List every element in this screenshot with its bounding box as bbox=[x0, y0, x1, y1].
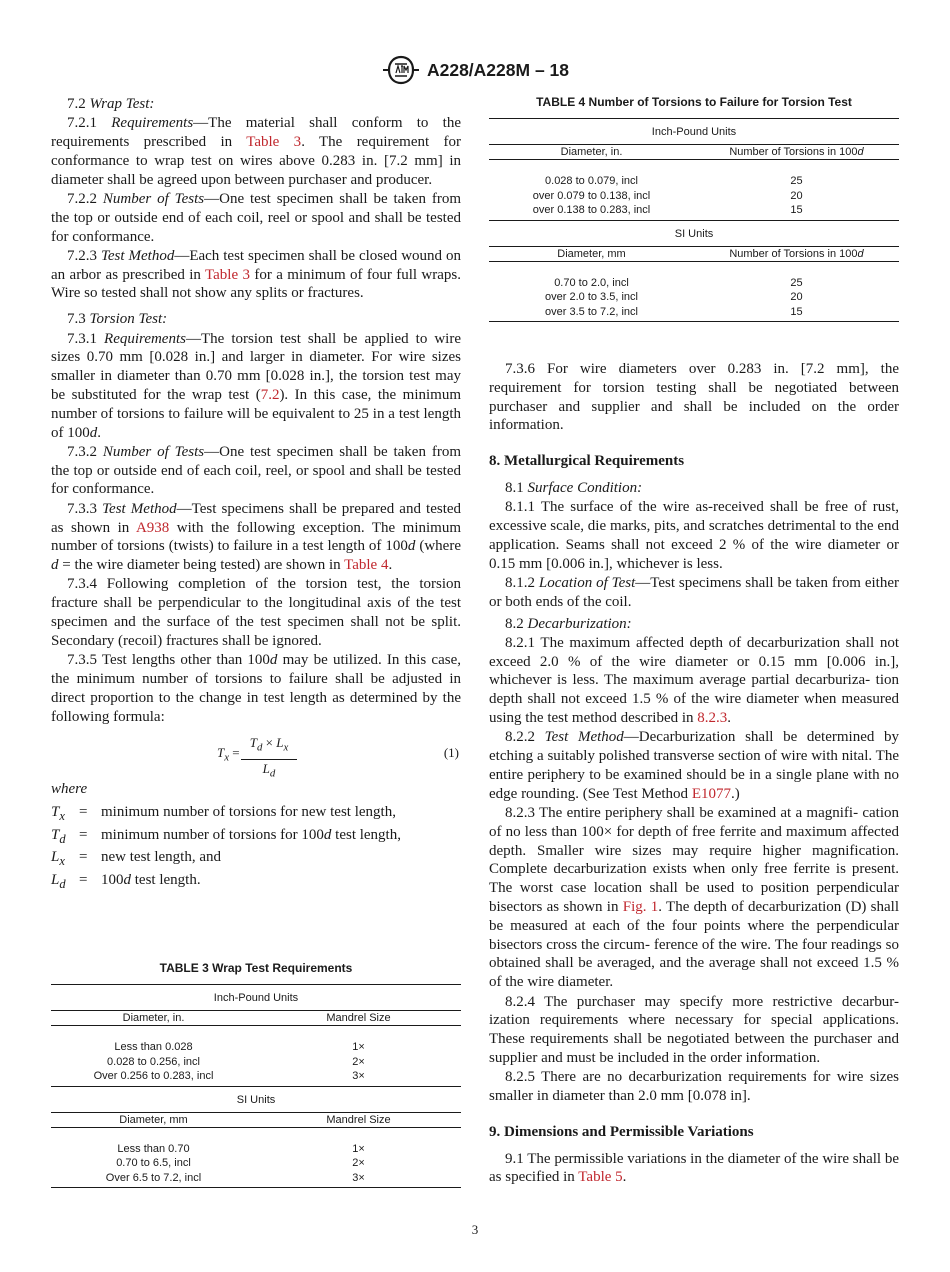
section-8-heading: 8. Metallurgical Requirements bbox=[489, 453, 685, 470]
table-3-inch-header: Diameter, in. Mandrel Size bbox=[51, 1010, 461, 1026]
section-8-2-1: 8.2.1 The maximum affected depth of decarburization shall not exceed 2.0 % of the wire diameter or 0.15 mm [0.006 in.], whichever is less. The maximum average partial decarburiza- tion depth shall not exceed 1.5 % of the wire diameter when measured using the test method described in 8.2.3. bbox=[489, 634, 899, 727]
section-8-2-heading: 8.2 Decarburization: bbox=[505, 615, 632, 632]
section-8-2-5: 8.2.5 There are no decarburization requirements for wire sizes smaller in diameter than 2.0 mm [0.078 in]. bbox=[489, 1069, 899, 1104]
section-8-1-1: 8.1.1 The surface of the wire as-received shall be free of rust, excessive scale, die marks, pits, and scratches detrimental to the end application. Seams shall not exceed 2 % of the wire diameter or 0.15 mm [0.006 in.], whichever is less. bbox=[489, 499, 899, 572]
fig-1-link[interactable]: Fig. 1 bbox=[622, 899, 659, 916]
astm-logo-icon bbox=[381, 55, 421, 85]
section-7-3-heading: 7.3 Torsion Test: bbox=[67, 311, 168, 328]
section-7-2-link[interactable]: 7.2 bbox=[260, 386, 280, 403]
table-3-si-label: SI Units bbox=[236, 1093, 276, 1106]
formula-definitions bbox=[51, 803, 461, 893]
table-3-inch-body bbox=[51, 1026, 461, 1086]
a938-link[interactable]: A938 bbox=[135, 519, 170, 536]
section-8-1-2: 8.1.2 Location of Test—Test specimens shall be taken from either or both ends of the coil. bbox=[489, 574, 899, 610]
section-7-3-6: 7.3.6 For wire diameters over 0.283 in. [7.2 mm], the requirement for torsion testing shall be negotiated between purchaser and supplier and shall be included on the order information. bbox=[489, 361, 899, 434]
table-row: Less than 0.028 1× bbox=[114, 1041, 365, 1053]
definition-row: $L_x$ = new test length, and bbox=[51, 849, 221, 869]
equation-number: (1) bbox=[443, 745, 459, 761]
table-row: 0.70 to 2.0, incl 25 bbox=[554, 276, 803, 289]
table-4-si-label: SI Units bbox=[674, 227, 714, 240]
table-row: 0.028 to 0.256, incl 2× bbox=[107, 1055, 365, 1068]
section-7-2-1: 7.2.1 Requirements—The material shall conform to the requirements prescribed in Table 3. The requirement for conformance to wrap test on wires above 0.283 in. [7.2 mm] in diameter shall be agreed upon between purchaser and producer. bbox=[51, 115, 461, 188]
section-8-2-3-link[interactable]: 8.2.3 bbox=[697, 710, 728, 727]
table-5-link[interactable]: Table 5 bbox=[578, 1169, 623, 1186]
definition-row: $T_x$ = minimum number of torsions for new test length, bbox=[51, 804, 396, 824]
table-4-inch-body bbox=[489, 160, 899, 220]
formula-lhs: $T_x$ = bbox=[217, 745, 240, 764]
section-7-2-3: 7.2.3 Test Method—Each test specimen shall be closed wound on an arbor as prescribed in Table 3 for a minimum of four full wraps. Wire so tested shall not show any splits or fractures. bbox=[51, 247, 461, 302]
table-4-si-header: Diameter, mm Number of Torsions in 100d bbox=[489, 246, 899, 262]
table-row: over 2.0 to 3.5, incl 20 bbox=[545, 291, 803, 303]
section-9-heading: 9. Dimensions and Permissible Variations bbox=[489, 1123, 754, 1140]
table-row: Less than 0.70 1× bbox=[117, 1142, 365, 1155]
table-row: over 3.5 to 7.2, incl 15 bbox=[545, 305, 803, 318]
where-label: where bbox=[51, 781, 88, 798]
table-3-inch-label: Inch-Pound Units bbox=[213, 992, 299, 1004]
document-title: A228/A228M – 18 bbox=[426, 59, 570, 80]
e1077-link[interactable]: E1077 bbox=[691, 785, 731, 802]
table-row: Over 6.5 to 7.2, incl 3× bbox=[105, 1171, 365, 1184]
table-row: Over 0.256 to 0.283, incl 3× bbox=[93, 1070, 365, 1082]
table-row: 0.028 to 0.079, incl 25 bbox=[545, 175, 803, 187]
table-row: over 0.138 to 0.283, incl 15 bbox=[532, 204, 803, 216]
table-row: 0.70 to 6.5, incl 2× bbox=[116, 1157, 365, 1169]
table-4-caption: TABLE 4 Number of Torsions to Failure for Torsion Test bbox=[536, 95, 852, 109]
section-8-2-3: 8.2.3 The entire periphery shall be examined at a magnifi- cation of no less than 100× for depth of free ferrite and maximum affected depth. Smaller wire sizes may require higher magnification. Complete decarburization exists when only free ferrite is present. The worst case location shall be used to position perpendicular bisectors as shown in Fig. 1. The depth of decarburization (D) shall be measured at each of the four points where the perpendicular bisectors cross the circum- ference of the wire. The four readings so obtained shall be averaged, and the average shall not exceed 1.5 % of the wire diameter. bbox=[489, 805, 899, 991]
document-header bbox=[0, 55, 950, 89]
definition-row: $L_d$ = 100d test length. bbox=[51, 871, 201, 891]
section-9-1: 9.1 The permissible variations in the diameter of the wire shall be as specified in Table 5. bbox=[489, 1150, 899, 1186]
section-8-1-heading: 8.1 Surface Condition: bbox=[505, 479, 643, 496]
table-3-link[interactable]: Table 3 bbox=[205, 266, 251, 283]
section-7-2-2: 7.2.2 Number of Tests—One test specimen shall be taken from the top or outside end of each coil, reel or spool and shall be tested for conformance. bbox=[51, 190, 462, 245]
left-column bbox=[51, 95, 461, 893]
section-7-2-heading: 7.2 Wrap Test: bbox=[67, 96, 155, 112]
right-column bbox=[489, 360, 899, 1188]
page-number: 3 bbox=[471, 1222, 479, 1237]
definition-row: $T_d$ = minimum number of torsions for 100d test length, bbox=[51, 826, 401, 846]
section-8-2-2: 8.2.2 Test Method—Decarburization shall be determined by etching a suitably polished transverse section of wire with nital. The entire periphery to be examined should be in a single plane with no edge rounding. (See Test Method E1077.) bbox=[489, 729, 900, 802]
table-3-si-header: Diameter, mm Mandrel Size bbox=[51, 1112, 461, 1128]
table-4-inch-header: Diameter, in. Number of Torsions in 100d bbox=[489, 144, 899, 160]
table-3 bbox=[51, 961, 461, 1188]
section-7-3-5: 7.3.5 Test lengths other than 100d may be utilized. In this case, the minimum number of torsions to failure shall be adjusted in direct proportion to the change in test length as determined by the following formula: bbox=[51, 652, 461, 725]
table-4-link[interactable]: Table 4 bbox=[344, 557, 389, 574]
section-7-3-3: 7.3.3 Test Method—Test specimens shall be prepared and tested as shown in A938 with the following exception. The minimum number of torsions (twists) to failure in a test length of 100d (where d = the wire diameter being tested) are shown in Table 4. bbox=[51, 500, 462, 574]
table-3-si-body bbox=[51, 1128, 461, 1188]
torsion-formula bbox=[51, 734, 461, 780]
section-7-3-2: 7.3.2 Number of Tests—One test specimen shall be taken from the top or outside end of each coil, reel, or spool and shall be tested for conformance. bbox=[51, 443, 462, 498]
formula-fraction: $\frac{T_d \times L_x}{L_d}$ bbox=[241, 734, 297, 783]
section-8-2-4: 8.2.4 The purchaser may specify more restrictive decarbur- ization requirements where necessary for special applications. These requirements shall be negotiated between the purchaser and supplier and must be included in the order information. bbox=[489, 993, 899, 1066]
table-3-link[interactable]: Table 3 bbox=[246, 134, 302, 151]
table-4-inch-label: Inch-Pound Units bbox=[651, 126, 737, 138]
section-7-3-4: 7.3.4 Following completion of the torsion test, the torsion fracture shall be perpendicular to the longitudinal axis of the test specimen and the surface of the test specimen shall not be split. Secondary (recoil) fractures shall be ignored. bbox=[51, 576, 461, 649]
table-row: over 0.079 to 0.138, incl 20 bbox=[532, 189, 803, 202]
table-3-caption: TABLE 3 Wrap Test Requirements bbox=[159, 961, 353, 975]
section-7-3-1: 7.3.1 Requirements—The torsion test shall be applied to wire sizes 0.70 mm [0.028 in.] and larger in diameter. For wire sizes smaller in diameter than 0.70 mm [0.028 in.], the torsion test may be substituted for the wrap test (7.2). In this case, the minimum number of torsions to failure will be equivalent to 25 in a test length of 100d. bbox=[51, 330, 462, 441]
table-4-si-body bbox=[489, 262, 899, 322]
table-4 bbox=[489, 95, 899, 322]
